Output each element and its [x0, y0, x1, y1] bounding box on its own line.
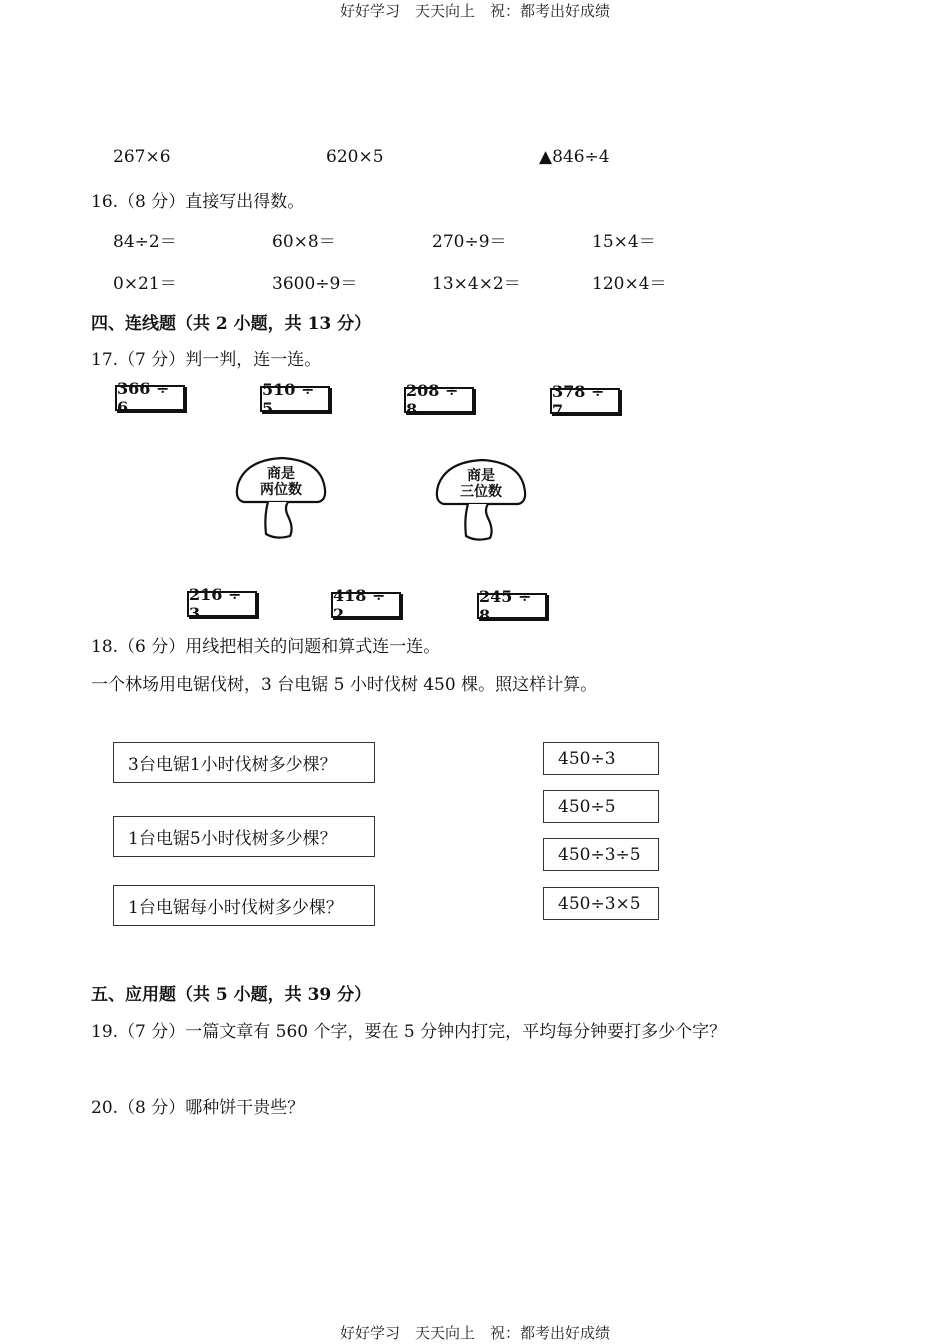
question-18-title: 18.（6 分）用线把相关的问题和算式连一连。 [91, 637, 441, 657]
mushroom-two-digit-icon[interactable] [232, 454, 330, 542]
q17-bottom-card-245[interactable]: 245 ÷ 8 [477, 593, 547, 619]
page-header: 好好学习 天天向上 祝：都考出好成绩 [339, 2, 610, 20]
q18-answer-box[interactable]: 450÷5 [543, 790, 659, 823]
q17-bottom-card-216[interactable]: 216 ÷ 3 [187, 591, 257, 617]
q16-item: 120×4＝ [592, 274, 667, 294]
q18-question-box[interactable]: 3台电锯1小时伐树多少棵？ [113, 742, 375, 783]
question-20: 20.（8 分）哪种饼干贵些？ [91, 1098, 305, 1118]
q18-answer-box[interactable]: 450÷3 [543, 742, 659, 775]
q18-question-box[interactable]: 1台电锯5小时伐树多少棵？ [113, 816, 375, 857]
question-18-text: 一个林场用电锯伐树，3 台电锯 5 小时伐树 450 棵。照这样计算。 [91, 675, 598, 695]
q16-item: 84÷2＝ [113, 232, 177, 252]
q16-item: 270÷9＝ [432, 232, 507, 252]
q17-top-card-378[interactable]: 378 ÷ 7 [550, 388, 620, 414]
mushroom-1-line2: 两位数 [260, 482, 302, 498]
section-5-title: 五、应用题（共 5 小题，共 39 分） [91, 985, 372, 1005]
question-17-title: 17.（7 分）判一判，连一连。 [91, 350, 322, 370]
question-19: 19.（7 分）一篇文章有 560 个字，要在 5 分钟内打完，平均每分钟要打多少个字？ [91, 1022, 727, 1042]
mushroom-three-digit-icon[interactable] [432, 456, 530, 544]
mushroom-2-line2: 三位数 [460, 484, 502, 500]
page-footer: 好好学习 天天向上 祝：都考出好成绩 [339, 1324, 610, 1342]
mushroom-1-line1: 商是 [267, 466, 295, 482]
q18-question-box[interactable]: 1台电锯每小时伐树多少棵？ [113, 885, 375, 926]
q18-answer-box[interactable]: 450÷3÷5 [543, 838, 659, 871]
q16-item: 3600÷9＝ [272, 274, 358, 294]
q17-top-card-208[interactable]: 208 ÷ 8 [404, 387, 474, 413]
q16-item: 0×21＝ [113, 274, 177, 294]
mushroom-2-line1: 商是 [467, 468, 495, 484]
calc-item-1: 267×6 [113, 147, 171, 167]
section-4-title: 四、连线题（共 2 小题，共 13 分） [91, 314, 372, 334]
q17-top-card-366[interactable]: 366 ÷ 6 [115, 385, 185, 411]
question-16-title: 16.（8 分）直接写出得数。 [91, 192, 305, 212]
q16-item: 15×4＝ [592, 232, 656, 252]
q16-item: 60×8＝ [272, 232, 336, 252]
q17-top-card-510[interactable]: 510 ÷ 5 [260, 386, 330, 412]
q16-item: 13×4×2＝ [432, 274, 521, 294]
calc-item-2: 620×5 [326, 147, 384, 167]
calc-item-3: ▲846÷4 [539, 147, 610, 167]
q17-bottom-card-418[interactable]: 418 ÷ 2 [331, 592, 401, 618]
q18-answer-box[interactable]: 450÷3×5 [543, 887, 659, 920]
